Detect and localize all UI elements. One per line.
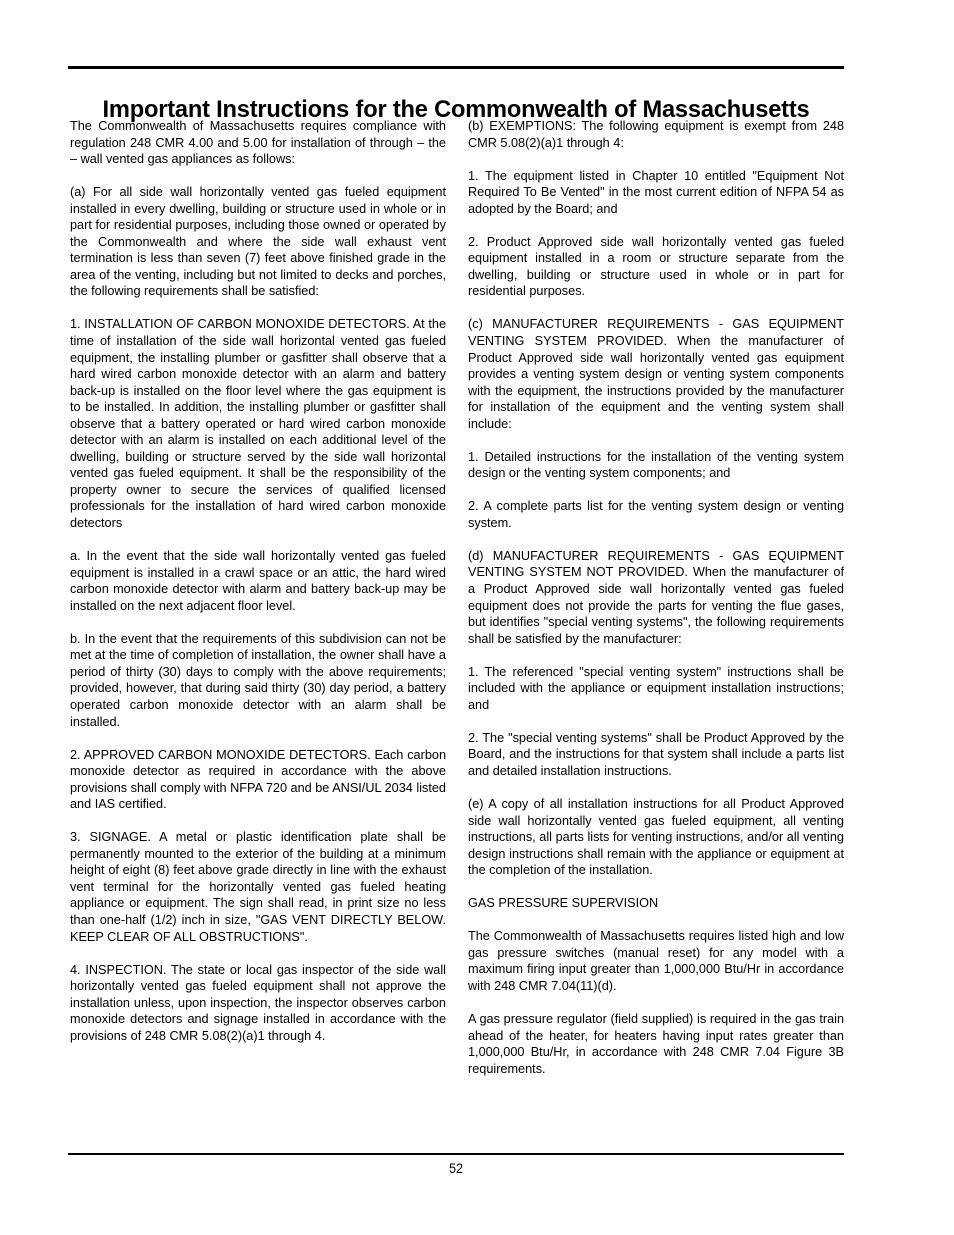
paragraph: A gas pressure regulator (field supplied) is required in the gas train ahead of the heater, for heaters having input rates greater than 1,000,000 Btu/Hr, in accordance with 248 CMR 7.04 Figure 3B requirements. xyxy=(468,1011,844,1076)
two-column-body xyxy=(70,118,844,1077)
page-number: 52 xyxy=(448,1160,464,1176)
paragraph: 3. SIGNAGE. A metal or plastic identification plate shall be permanently mounted to the exterior of the building at a minimum height of eight (8) feet above grade directly in line with the exhaust vent terminal for the horizontally vented gas fueled heating appliance or equipment. The sign shall read, in print size no less than one-half (1/2) inch in size, "GAS VENT DIRECTLY BELOW. KEEP CLEAR OF ALL OBSTRUCTIONS". xyxy=(70,830,446,944)
paragraph: The Commonwealth of Massachusetts requires compliance with regulation 248 CMR 4.00 and 5.00 for installation of through – the – wall vented gas appliances as follows: xyxy=(70,119,446,167)
paragraph: 2. The "special venting systems" shall be Product Approved by the Board, and the instructions for that system shall include a parts list and detailed installation instructions. xyxy=(468,730,844,778)
paragraph: (a) For all side wall horizontally vented gas fueled equipment installed in every dwelling, building or structure used in whole or in part for residential purposes, including those owned or operated by the Commonwealth and where the side wall exhaust vent termination is less than seven (7) feet above finished grade in the area of the venting, including but not limited to decks and porches, the following requirements shall be satisfied: xyxy=(70,185,446,299)
paragraph: 1. The referenced "special venting system" instructions shall be included with the appliance or equipment installation instructions; and xyxy=(468,664,844,712)
left-column xyxy=(70,118,446,1044)
paragraph: 2. APPROVED CARBON MONOXIDE DETECTORS. Each carbon monoxide detector as required in accordance with the above provisions shall comply with NFPA 720 and be ANSI/UL 2034 listed and IAS certified. xyxy=(70,747,446,812)
paragraph: b. In the event that the requirements of this subdivision can not be met at the time of completion of installation, the owner shall have a period of thirty (30) days to comply with the above requirements; provided, however, that during said thirty (30) day period, a battery operated carbon monoxide detector with an alarm shall be installed. xyxy=(70,631,446,729)
paragraph: (d) MANUFACTURER REQUIREMENTS - GAS EQUIPMENT VENTING SYSTEM NOT PROVIDED. When the manufacturer of a Product Approved side wall horizontally vented gas fueled equipment does not provide the parts for venting the flue gases, but identifies "special venting systems", the following requirements shall be satisfied by the manufacturer: xyxy=(468,548,844,646)
paragraph: (c) MANUFACTURER REQUIREMENTS - GAS EQUIPMENT VENTING SYSTEM PROVIDED. When the manufacturer of Product Approved side wall horizontally vented gas equipment provides a venting system design or venting system components with the equipment, the instructions provided by the manufacturer for installation of the equipment and the venting system shall include: xyxy=(468,317,844,431)
footer-divider xyxy=(68,1153,844,1155)
section-heading-gas-pressure-supervision: GAS PRESSURE SUPERVISION xyxy=(468,896,659,911)
paragraph: a. In the event that the side wall horizontally vented gas fueled equipment is installed in a crawl space or an attic, the hard wired carbon monoxide detector with alarm and battery back-up may be installed on the next adjacent floor level. xyxy=(70,549,446,613)
page-title: Important Instructions for the Commonwealth of Massachusetts xyxy=(102,96,810,124)
paragraph: (e) A copy of all installation instructions for all Product Approved side wall horizontally vented gas fueled equipment, all venting instructions, all parts lists for venting instructions, and/or all venting design instructions shall remain with the appliance or equipment at the completion of the installation. xyxy=(468,797,844,878)
paragraph: 2. A complete parts list for the venting system design or venting system. xyxy=(468,499,844,530)
paragraph: 1. Detailed instructions for the installation of the venting system design or the venting system components; and xyxy=(468,449,844,481)
paragraph: 2. Product Approved side wall horizontally vented gas fueled equipment installed in a room or structure separate from the dwelling, building or structure used in whole or in part for residential purposes. xyxy=(468,234,844,299)
paragraph: 1. The equipment listed in Chapter 10 entitled "Equipment Not Required To Be Vented" in the most current edition of NFPA 54 as adopted by the Board; and xyxy=(468,168,844,216)
paragraph: The Commonwealth of Massachusetts requires listed high and low gas pressure switches (manual reset) for any model with a maximum firing input greater than 1,000,000 Btu/Hr in accordance with 248 CMR 7.04(11)(d). xyxy=(468,929,844,993)
paragraph: 4. INSPECTION. The state or local gas inspector of the side wall horizontally vented gas fueled equipment shall not approve the installation unless, upon inspection, the inspector observes carbon monoxide detectors and signage installed in accordance with the provisions of 248 CMR 5.08(2)(a)1 through 4. xyxy=(70,962,446,1043)
right-column xyxy=(468,118,844,1077)
header-divider xyxy=(68,66,844,69)
paragraph: (b) EXEMPTIONS: The following equipment is exempt from 248 CMR 5.08(2)(a)1 through 4: xyxy=(468,119,844,150)
paragraph: 1. INSTALLATION OF CARBON MONOXIDE DETECTORS. At the time of installation of the side wall horizontal vented gas fueled equipment, the installing plumber or gasfitter shall observe that a hard wired carbon monoxide detector with an alarm and battery back-up is installed on the floor level where the gas equipment is to be installed. In addition, the installing plumber or gasfitter shall observe that a battery operated or hard wired carbon monoxide detector with an alarm is installed on each additional level of the dwelling, building or structure served by the side wall horizontal vented gas fueled equipment. It shall be the responsibility of the property owner to secure the services of qualified licensed professionals for the installation of hard wired carbon monoxide detectors xyxy=(70,317,446,531)
